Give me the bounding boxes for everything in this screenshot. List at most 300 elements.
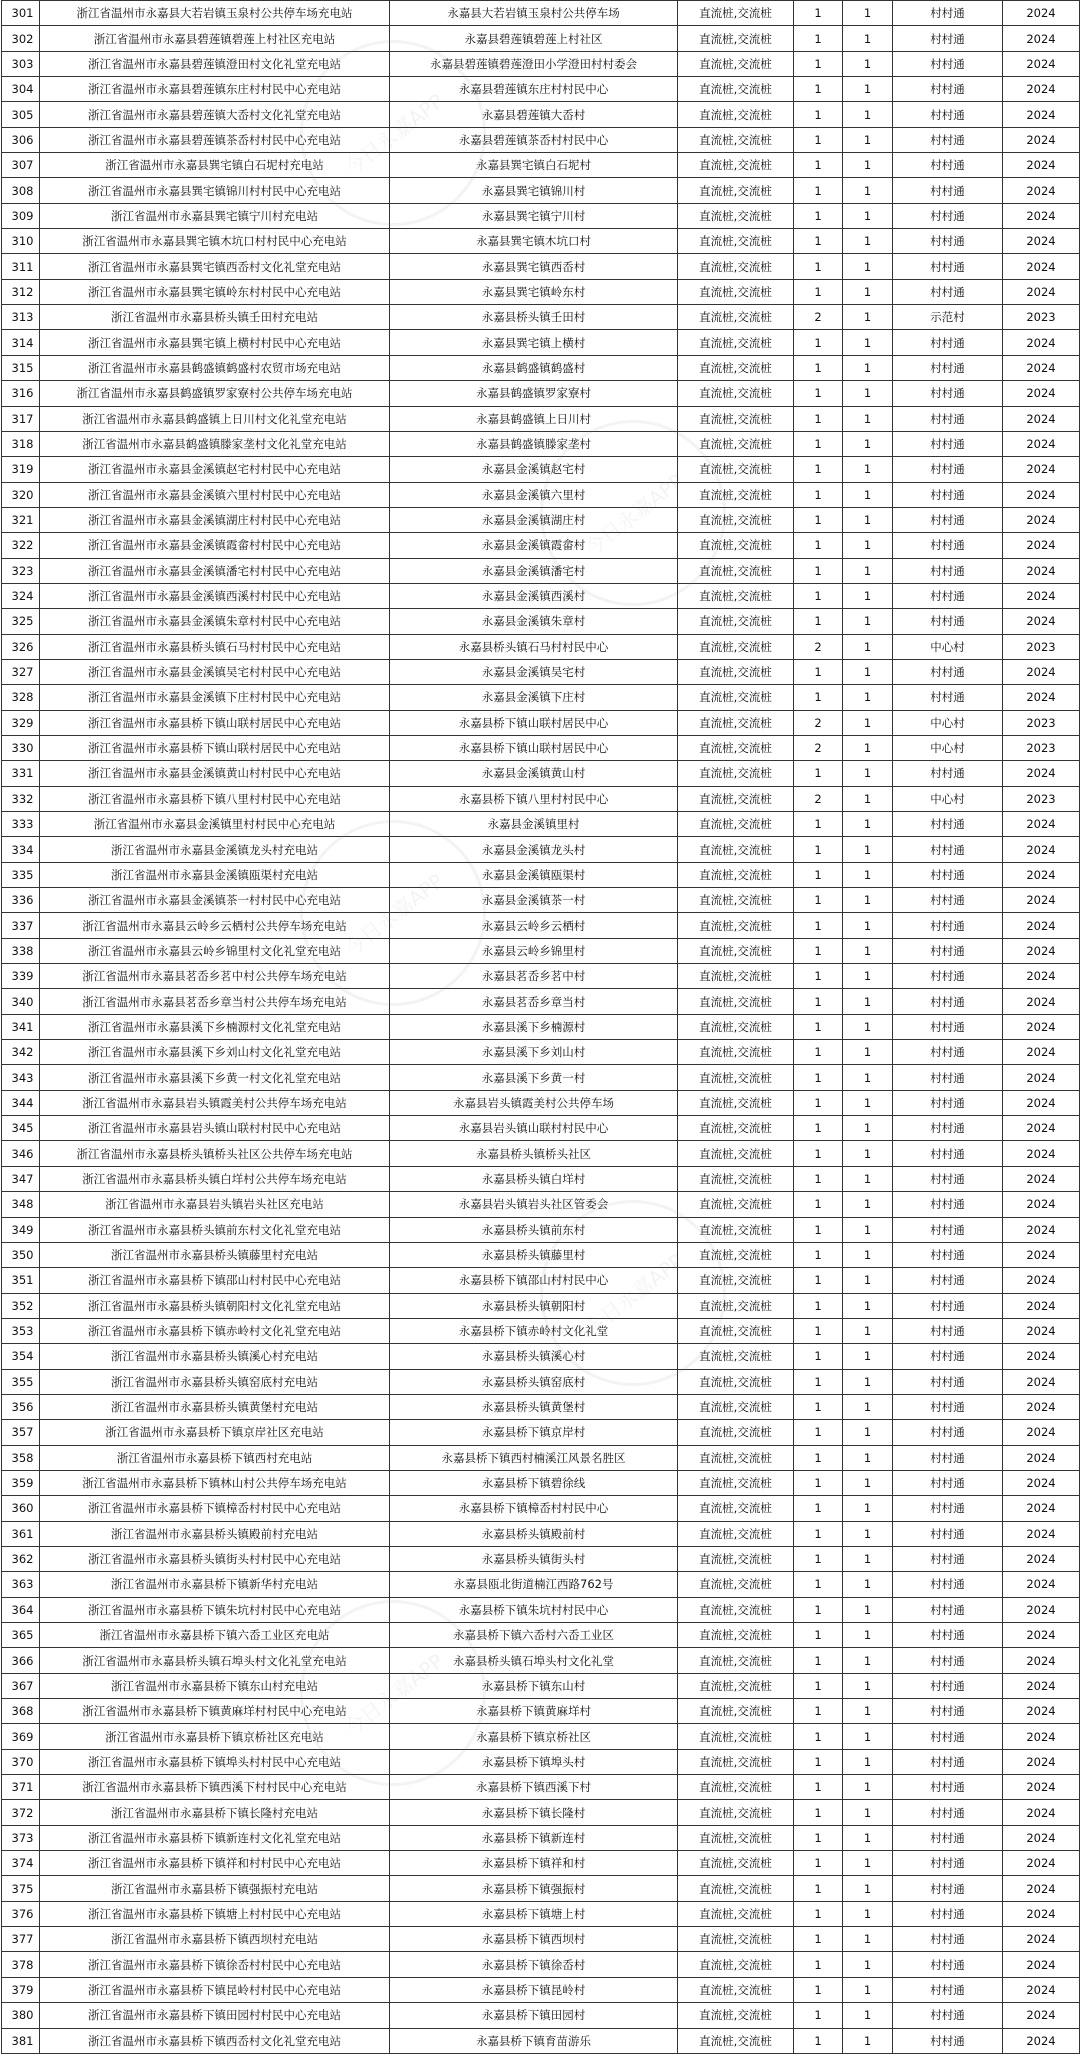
station-name-cell: 浙江省温州市永嘉县桥下镇山联村居民中心充电站	[40, 735, 390, 760]
pile-type-cell: 直流桩,交流桩	[678, 1166, 794, 1191]
ac-count-cell: 1	[843, 482, 893, 507]
category-cell: 村村通	[893, 1521, 1003, 1546]
year-cell: 2024	[1003, 1648, 1080, 1673]
station-address-cell: 永嘉县桥下镇碧徐线	[390, 1470, 678, 1495]
year-cell: 2024	[1003, 533, 1080, 558]
pile-type-cell: 直流桩,交流桩	[678, 989, 794, 1014]
dc-count-cell: 1	[794, 431, 843, 456]
ac-count-cell: 1	[843, 1040, 893, 1065]
pile-type-cell: 直流桩,交流桩	[678, 1445, 794, 1470]
year-cell: 2024	[1003, 406, 1080, 431]
station-address-cell: 永嘉县云岭乡云栖村	[390, 913, 678, 938]
station-name-cell: 浙江省温州市永嘉县桥下镇山联村居民中心充电站	[40, 710, 390, 735]
category-cell: 村村通	[893, 1876, 1003, 1901]
pile-type-cell: 直流桩,交流桩	[678, 558, 794, 583]
station-address-cell: 永嘉县金溪镇吴宅村	[390, 659, 678, 684]
ac-count-cell: 1	[843, 406, 893, 431]
table-row	[2, 355, 1080, 380]
station-address-cell: 永嘉县桥头镇窑底村	[390, 1369, 678, 1394]
station-name-cell: 浙江省温州市永嘉县溪下乡楠源村文化礼堂充电站	[40, 1014, 390, 1039]
watermark-seal: 今日永嘉APP	[262, 1562, 523, 1823]
pile-type-cell: 直流桩,交流桩	[678, 1242, 794, 1267]
station-address-cell: 永嘉县碧莲镇碧莲上村社区	[390, 26, 678, 51]
table-row	[2, 1851, 1080, 1876]
table-row	[2, 406, 1080, 431]
year-cell: 2024	[1003, 1572, 1080, 1597]
station-address-cell: 永嘉县金溪镇潘宅村	[390, 558, 678, 583]
category-cell: 村村通	[893, 229, 1003, 254]
category-cell: 村村通	[893, 1597, 1003, 1622]
station-name-cell: 浙江省温州市永嘉县桥下镇西坝村充电站	[40, 1927, 390, 1952]
category-cell: 村村通	[893, 1572, 1003, 1597]
ac-count-cell: 1	[843, 989, 893, 1014]
dc-count-cell: 1	[794, 178, 843, 203]
category-cell: 村村通	[893, 1065, 1003, 1090]
row-number-cell: 331	[2, 761, 40, 786]
year-cell: 2024	[1003, 938, 1080, 963]
category-cell: 村村通	[893, 178, 1003, 203]
ac-count-cell: 1	[843, 964, 893, 989]
station-address-cell: 永嘉县金溪镇下庄村	[390, 685, 678, 710]
table-row	[2, 837, 1080, 862]
station-name-cell: 浙江省温州市永嘉县云岭乡锦里村文化礼堂充电站	[40, 938, 390, 963]
ac-count-cell: 1	[843, 735, 893, 760]
dc-count-cell: 1	[794, 102, 843, 127]
year-cell: 2024	[1003, 1496, 1080, 1521]
category-cell: 中心村	[893, 710, 1003, 735]
year-cell: 2024	[1003, 254, 1080, 279]
station-name-cell: 浙江省温州市永嘉县桥下镇京岸社区充电站	[40, 1420, 390, 1445]
station-name-cell: 浙江省温州市永嘉县桥头镇前东村文化礼堂充电站	[40, 1217, 390, 1242]
pile-type-cell: 直流桩,交流桩	[678, 1065, 794, 1090]
ac-count-cell: 1	[843, 1217, 893, 1242]
dc-count-cell: 1	[794, 254, 843, 279]
station-name-cell: 浙江省温州市永嘉县桥下镇邵山村村民中心充电站	[40, 1268, 390, 1293]
station-address-cell: 永嘉县巽宅镇白石坭村	[390, 153, 678, 178]
station-name-cell: 浙江省温州市永嘉县鹤盛镇鹤盛村农贸市场充电站	[40, 355, 390, 380]
year-cell: 2024	[1003, 761, 1080, 786]
station-address-cell: 永嘉县巽宅镇宁川村	[390, 203, 678, 228]
year-cell: 2024	[1003, 431, 1080, 456]
dc-count-cell: 1	[794, 355, 843, 380]
dc-count-cell: 2	[794, 305, 843, 330]
table-row	[2, 786, 1080, 811]
ac-count-cell: 1	[843, 913, 893, 938]
ac-count-cell: 1	[843, 533, 893, 558]
year-cell: 2024	[1003, 1977, 1080, 2002]
category-cell: 村村通	[893, 381, 1003, 406]
category-cell: 村村通	[893, 330, 1003, 355]
table-row	[2, 381, 1080, 406]
category-cell: 村村通	[893, 1927, 1003, 1952]
station-address-cell: 永嘉县巽宅镇西岙村	[390, 254, 678, 279]
year-cell: 2024	[1003, 102, 1080, 127]
table-row	[2, 735, 1080, 760]
year-cell: 2023	[1003, 305, 1080, 330]
row-number-cell: 368	[2, 1699, 40, 1724]
table-row	[2, 330, 1080, 355]
station-name-cell: 浙江省温州市永嘉县桥下镇强振村充电站	[40, 1876, 390, 1901]
row-number-cell: 358	[2, 1445, 40, 1470]
table-row	[2, 1521, 1080, 1546]
category-cell: 村村通	[893, 1546, 1003, 1571]
row-number-cell: 337	[2, 913, 40, 938]
ac-count-cell: 1	[843, 1318, 893, 1343]
row-number-cell: 342	[2, 1040, 40, 1065]
year-cell: 2023	[1003, 735, 1080, 760]
row-number-cell: 306	[2, 127, 40, 152]
table-row	[2, 229, 1080, 254]
dc-count-cell: 1	[794, 913, 843, 938]
ac-count-cell: 1	[843, 1470, 893, 1495]
category-cell: 村村通	[893, 913, 1003, 938]
dc-count-cell: 1	[794, 1268, 843, 1293]
year-cell: 2024	[1003, 1293, 1080, 1318]
station-name-cell: 浙江省温州市永嘉县鹤盛镇上日川村文化礼堂充电站	[40, 406, 390, 431]
row-number-cell: 318	[2, 431, 40, 456]
station-address-cell: 永嘉县桥下镇田园村	[390, 2003, 678, 2028]
pile-type-cell: 直流桩,交流桩	[678, 786, 794, 811]
ac-count-cell: 1	[843, 1851, 893, 1876]
year-cell: 2024	[1003, 1597, 1080, 1622]
ac-count-cell: 1	[843, 583, 893, 608]
row-number-cell: 309	[2, 203, 40, 228]
table-row	[2, 1749, 1080, 1774]
ac-count-cell: 1	[843, 862, 893, 887]
station-address-cell: 永嘉县桥下镇强振村	[390, 1876, 678, 1901]
pile-type-cell: 直流桩,交流桩	[678, 1014, 794, 1039]
dc-count-cell: 2	[794, 786, 843, 811]
ac-count-cell: 1	[843, 1546, 893, 1571]
ac-count-cell: 1	[843, 254, 893, 279]
pile-type-cell: 直流桩,交流桩	[678, 710, 794, 735]
year-cell: 2024	[1003, 1699, 1080, 1724]
table-row	[2, 1141, 1080, 1166]
dc-count-cell: 1	[794, 685, 843, 710]
category-cell: 村村通	[893, 1116, 1003, 1141]
table-row	[2, 51, 1080, 76]
category-cell: 村村通	[893, 51, 1003, 76]
station-name-cell: 浙江省温州市永嘉县巽宅镇锦川村村民中心充电站	[40, 178, 390, 203]
row-number-cell: 321	[2, 507, 40, 532]
station-name-cell: 浙江省温州市永嘉县金溪镇黄山村村民中心充电站	[40, 761, 390, 786]
station-name-cell: 浙江省温州市永嘉县金溪镇龙头村充电站	[40, 837, 390, 862]
station-name-cell: 浙江省温州市永嘉县金溪镇赵宅村村民中心充电站	[40, 457, 390, 482]
table-row	[2, 102, 1080, 127]
category-cell: 村村通	[893, 1699, 1003, 1724]
dc-count-cell: 1	[794, 1470, 843, 1495]
ac-count-cell: 1	[843, 1242, 893, 1267]
station-name-cell: 浙江省温州市永嘉县大若岩镇玉泉村公共停车场充电站	[40, 1, 390, 26]
station-address-cell: 永嘉县巽宅镇岭东村	[390, 279, 678, 304]
row-number-cell: 373	[2, 1825, 40, 1850]
category-cell: 村村通	[893, 2003, 1003, 2028]
station-name-cell: 浙江省温州市永嘉县桥头镇窑底村充电站	[40, 1369, 390, 1394]
row-number-cell: 301	[2, 1, 40, 26]
row-number-cell: 381	[2, 2028, 40, 2053]
category-cell: 村村通	[893, 1800, 1003, 1825]
pile-type-cell: 直流桩,交流桩	[678, 1876, 794, 1901]
pile-type-cell: 直流桩,交流桩	[678, 1420, 794, 1445]
year-cell: 2024	[1003, 1344, 1080, 1369]
table-body	[2, 1, 1080, 2054]
dc-count-cell: 1	[794, 1090, 843, 1115]
year-cell: 2024	[1003, 1065, 1080, 1090]
row-number-cell: 302	[2, 26, 40, 51]
station-address-cell: 永嘉县桥头镇前东村	[390, 1217, 678, 1242]
table-row	[2, 279, 1080, 304]
table-row	[2, 153, 1080, 178]
pile-type-cell: 直流桩,交流桩	[678, 279, 794, 304]
pile-type-cell: 直流桩,交流桩	[678, 1394, 794, 1419]
station-name-cell: 浙江省温州市永嘉县桥头镇黄堡村充电站	[40, 1394, 390, 1419]
table-row	[2, 1090, 1080, 1115]
dc-count-cell: 1	[794, 2003, 843, 2028]
pile-type-cell: 直流桩,交流桩	[678, 1268, 794, 1293]
station-address-cell: 永嘉县桥头镇朝阳村	[390, 1293, 678, 1318]
year-cell: 2024	[1003, 1546, 1080, 1571]
table-row	[2, 938, 1080, 963]
station-name-cell: 浙江省温州市永嘉县金溪镇霞畲村村民中心充电站	[40, 533, 390, 558]
category-cell: 村村通	[893, 761, 1003, 786]
table-row	[2, 178, 1080, 203]
station-address-cell: 永嘉县鹤盛镇滕家垄村	[390, 431, 678, 456]
pile-type-cell: 直流桩,交流桩	[678, 203, 794, 228]
watermark-seal: 今日永嘉APP	[502, 1162, 763, 1423]
pile-type-cell: 直流桩,交流桩	[678, 609, 794, 634]
row-number-cell: 348	[2, 1192, 40, 1217]
table-row	[2, 1876, 1080, 1901]
station-address-cell: 永嘉县鹤盛镇鹤盛村	[390, 355, 678, 380]
station-name-cell: 浙江省温州市永嘉县桥下镇西溪下村村民中心充电站	[40, 1775, 390, 1800]
pile-type-cell: 直流桩,交流桩	[678, 837, 794, 862]
table-row	[2, 1192, 1080, 1217]
row-number-cell: 354	[2, 1344, 40, 1369]
station-address-cell: 永嘉县桥下镇西村楠溪江风景名胜区	[390, 1445, 678, 1470]
ac-count-cell: 1	[843, 1, 893, 26]
station-address-cell: 永嘉县云岭乡锦里村	[390, 938, 678, 963]
table-row	[2, 1445, 1080, 1470]
year-cell: 2024	[1003, 913, 1080, 938]
station-address-cell: 永嘉县溪下乡刘山村	[390, 1040, 678, 1065]
row-number-cell: 336	[2, 888, 40, 913]
table-row	[2, 1546, 1080, 1571]
dc-count-cell: 1	[794, 51, 843, 76]
pile-type-cell: 直流桩,交流桩	[678, 1977, 794, 2002]
row-number-cell: 343	[2, 1065, 40, 1090]
station-address-cell: 永嘉县桥下镇京岸村	[390, 1420, 678, 1445]
ac-count-cell: 1	[843, 457, 893, 482]
ac-count-cell: 1	[843, 1572, 893, 1597]
year-cell: 2024	[1003, 1901, 1080, 1926]
year-cell: 2024	[1003, 127, 1080, 152]
pile-type-cell: 直流桩,交流桩	[678, 913, 794, 938]
table-row	[2, 1394, 1080, 1419]
dc-count-cell: 1	[794, 1597, 843, 1622]
station-name-cell: 浙江省温州市永嘉县桥下镇樟岙村村民中心充电站	[40, 1496, 390, 1521]
station-name-cell: 浙江省温州市永嘉县桥下镇新连村文化礼堂充电站	[40, 1825, 390, 1850]
table-row	[2, 1318, 1080, 1343]
table-row	[2, 1901, 1080, 1926]
category-cell: 村村通	[893, 1318, 1003, 1343]
pile-type-cell: 直流桩,交流桩	[678, 127, 794, 152]
table-row	[2, 989, 1080, 1014]
year-cell: 2024	[1003, 1851, 1080, 1876]
station-name-cell: 浙江省温州市永嘉县云岭乡云栖村公共停车场充电站	[40, 913, 390, 938]
table-row	[2, 1268, 1080, 1293]
category-cell: 村村通	[893, 685, 1003, 710]
ac-count-cell: 1	[843, 1116, 893, 1141]
table-row	[2, 1116, 1080, 1141]
category-cell: 中心村	[893, 634, 1003, 659]
station-address-cell: 永嘉县溪下乡黄一村	[390, 1065, 678, 1090]
year-cell: 2024	[1003, 178, 1080, 203]
ac-count-cell: 1	[843, 1141, 893, 1166]
year-cell: 2024	[1003, 1420, 1080, 1445]
ac-count-cell: 1	[843, 1293, 893, 1318]
row-number-cell: 363	[2, 1572, 40, 1597]
row-number-cell: 380	[2, 2003, 40, 2028]
dc-count-cell: 1	[794, 1496, 843, 1521]
station-address-cell: 永嘉县岩头镇岩头社区管委会	[390, 1192, 678, 1217]
year-cell: 2024	[1003, 1927, 1080, 1952]
dc-count-cell: 1	[794, 1369, 843, 1394]
station-address-cell: 永嘉县金溪镇六里村	[390, 482, 678, 507]
category-cell: 村村通	[893, 1293, 1003, 1318]
ac-count-cell: 1	[843, 1800, 893, 1825]
pile-type-cell: 直流桩,交流桩	[678, 583, 794, 608]
year-cell: 2024	[1003, 1369, 1080, 1394]
row-number-cell: 304	[2, 77, 40, 102]
year-cell: 2024	[1003, 1800, 1080, 1825]
ac-count-cell: 1	[843, 837, 893, 862]
station-name-cell: 浙江省温州市永嘉县桥下镇东山村充电站	[40, 1673, 390, 1698]
dc-count-cell: 1	[794, 1242, 843, 1267]
pile-type-cell: 直流桩,交流桩	[678, 1192, 794, 1217]
station-name-cell: 浙江省温州市永嘉县桥头镇街头村村民中心充电站	[40, 1546, 390, 1571]
category-cell: 村村通	[893, 254, 1003, 279]
row-number-cell: 317	[2, 406, 40, 431]
table-row	[2, 457, 1080, 482]
category-cell: 村村通	[893, 127, 1003, 152]
ac-count-cell: 1	[843, 77, 893, 102]
station-name-cell: 浙江省温州市永嘉县桥下镇长隆村充电站	[40, 1800, 390, 1825]
station-name-cell: 浙江省温州市永嘉县桥下镇新华村充电站	[40, 1572, 390, 1597]
station-address-cell: 永嘉县金溪镇瓯渠村	[390, 862, 678, 887]
pile-type-cell: 直流桩,交流桩	[678, 659, 794, 684]
station-name-cell: 浙江省温州市永嘉县桥头镇壬田村充电站	[40, 305, 390, 330]
ac-count-cell: 1	[843, 1065, 893, 1090]
pile-type-cell: 直流桩,交流桩	[678, 507, 794, 532]
dc-count-cell: 1	[794, 862, 843, 887]
station-name-cell: 浙江省温州市永嘉县金溪镇瓯渠村充电站	[40, 862, 390, 887]
station-name-cell: 浙江省温州市永嘉县茗岙乡章当村公共停车场充电站	[40, 989, 390, 1014]
pile-type-cell: 直流桩,交流桩	[678, 1141, 794, 1166]
year-cell: 2024	[1003, 558, 1080, 583]
dc-count-cell: 1	[794, 1546, 843, 1571]
row-number-cell: 359	[2, 1470, 40, 1495]
ac-count-cell: 1	[843, 659, 893, 684]
category-cell: 村村通	[893, 2028, 1003, 2053]
row-number-cell: 357	[2, 1420, 40, 1445]
table-row	[2, 1040, 1080, 1065]
category-cell: 村村通	[893, 659, 1003, 684]
row-number-cell: 307	[2, 153, 40, 178]
category-cell: 村村通	[893, 457, 1003, 482]
station-name-cell: 浙江省温州市永嘉县巽宅镇木坑口村村民中心充电站	[40, 229, 390, 254]
row-number-cell: 345	[2, 1116, 40, 1141]
year-cell: 2024	[1003, 330, 1080, 355]
category-cell: 村村通	[893, 1394, 1003, 1419]
dc-count-cell: 1	[794, 1420, 843, 1445]
year-cell: 2024	[1003, 1623, 1080, 1648]
year-cell: 2024	[1003, 482, 1080, 507]
year-cell: 2024	[1003, 279, 1080, 304]
ac-count-cell: 1	[843, 381, 893, 406]
row-number-cell: 350	[2, 1242, 40, 1267]
station-address-cell: 永嘉县金溪镇朱章村	[390, 609, 678, 634]
table-row	[2, 1673, 1080, 1698]
ac-count-cell: 1	[843, 685, 893, 710]
row-number-cell: 356	[2, 1394, 40, 1419]
year-cell: 2024	[1003, 51, 1080, 76]
station-name-cell: 浙江省温州市永嘉县岩头镇山联村村民中心充电站	[40, 1116, 390, 1141]
dc-count-cell: 1	[794, 761, 843, 786]
table-row	[2, 507, 1080, 532]
pile-type-cell: 直流桩,交流桩	[678, 1546, 794, 1571]
year-cell: 2024	[1003, 659, 1080, 684]
dc-count-cell: 1	[794, 938, 843, 963]
ac-count-cell: 1	[843, 203, 893, 228]
pile-type-cell: 直流桩,交流桩	[678, 305, 794, 330]
row-number-cell: 372	[2, 1800, 40, 1825]
year-cell: 2024	[1003, 1394, 1080, 1419]
dc-count-cell: 1	[794, 1318, 843, 1343]
station-name-cell: 浙江省温州市永嘉县巽宅镇上横村村民中心充电站	[40, 330, 390, 355]
ac-count-cell: 1	[843, 2028, 893, 2053]
dc-count-cell: 1	[794, 127, 843, 152]
dc-count-cell: 1	[794, 26, 843, 51]
year-cell: 2024	[1003, 1825, 1080, 1850]
year-cell: 2024	[1003, 1470, 1080, 1495]
category-cell: 村村通	[893, 102, 1003, 127]
pile-type-cell: 直流桩,交流桩	[678, 1952, 794, 1977]
table-row	[2, 26, 1080, 51]
pile-type-cell: 直流桩,交流桩	[678, 1597, 794, 1622]
category-cell: 村村通	[893, 355, 1003, 380]
category-cell: 村村通	[893, 1344, 1003, 1369]
station-name-cell: 浙江省温州市永嘉县溪下乡刘山村文化礼堂充电站	[40, 1040, 390, 1065]
dc-count-cell: 1	[794, 1344, 843, 1369]
category-cell: 村村通	[893, 153, 1003, 178]
dc-count-cell: 1	[794, 1040, 843, 1065]
dc-count-cell: 1	[794, 1825, 843, 1850]
ac-count-cell: 1	[843, 355, 893, 380]
station-address-cell: 永嘉县桥下镇西坝村	[390, 1927, 678, 1952]
table-row	[2, 761, 1080, 786]
row-number-cell: 365	[2, 1623, 40, 1648]
station-address-cell: 永嘉县桥下镇黄麻垟村	[390, 1699, 678, 1724]
ac-count-cell: 1	[843, 26, 893, 51]
dc-count-cell: 2	[794, 710, 843, 735]
station-address-cell: 永嘉县桥头镇藤里村	[390, 1242, 678, 1267]
row-number-cell: 322	[2, 533, 40, 558]
station-address-cell: 永嘉县金溪镇西溪村	[390, 583, 678, 608]
table-row	[2, 888, 1080, 913]
watermark-seal: 今日永嘉APP	[502, 382, 763, 643]
year-cell: 2024	[1003, 381, 1080, 406]
year-cell: 2024	[1003, 2003, 1080, 2028]
